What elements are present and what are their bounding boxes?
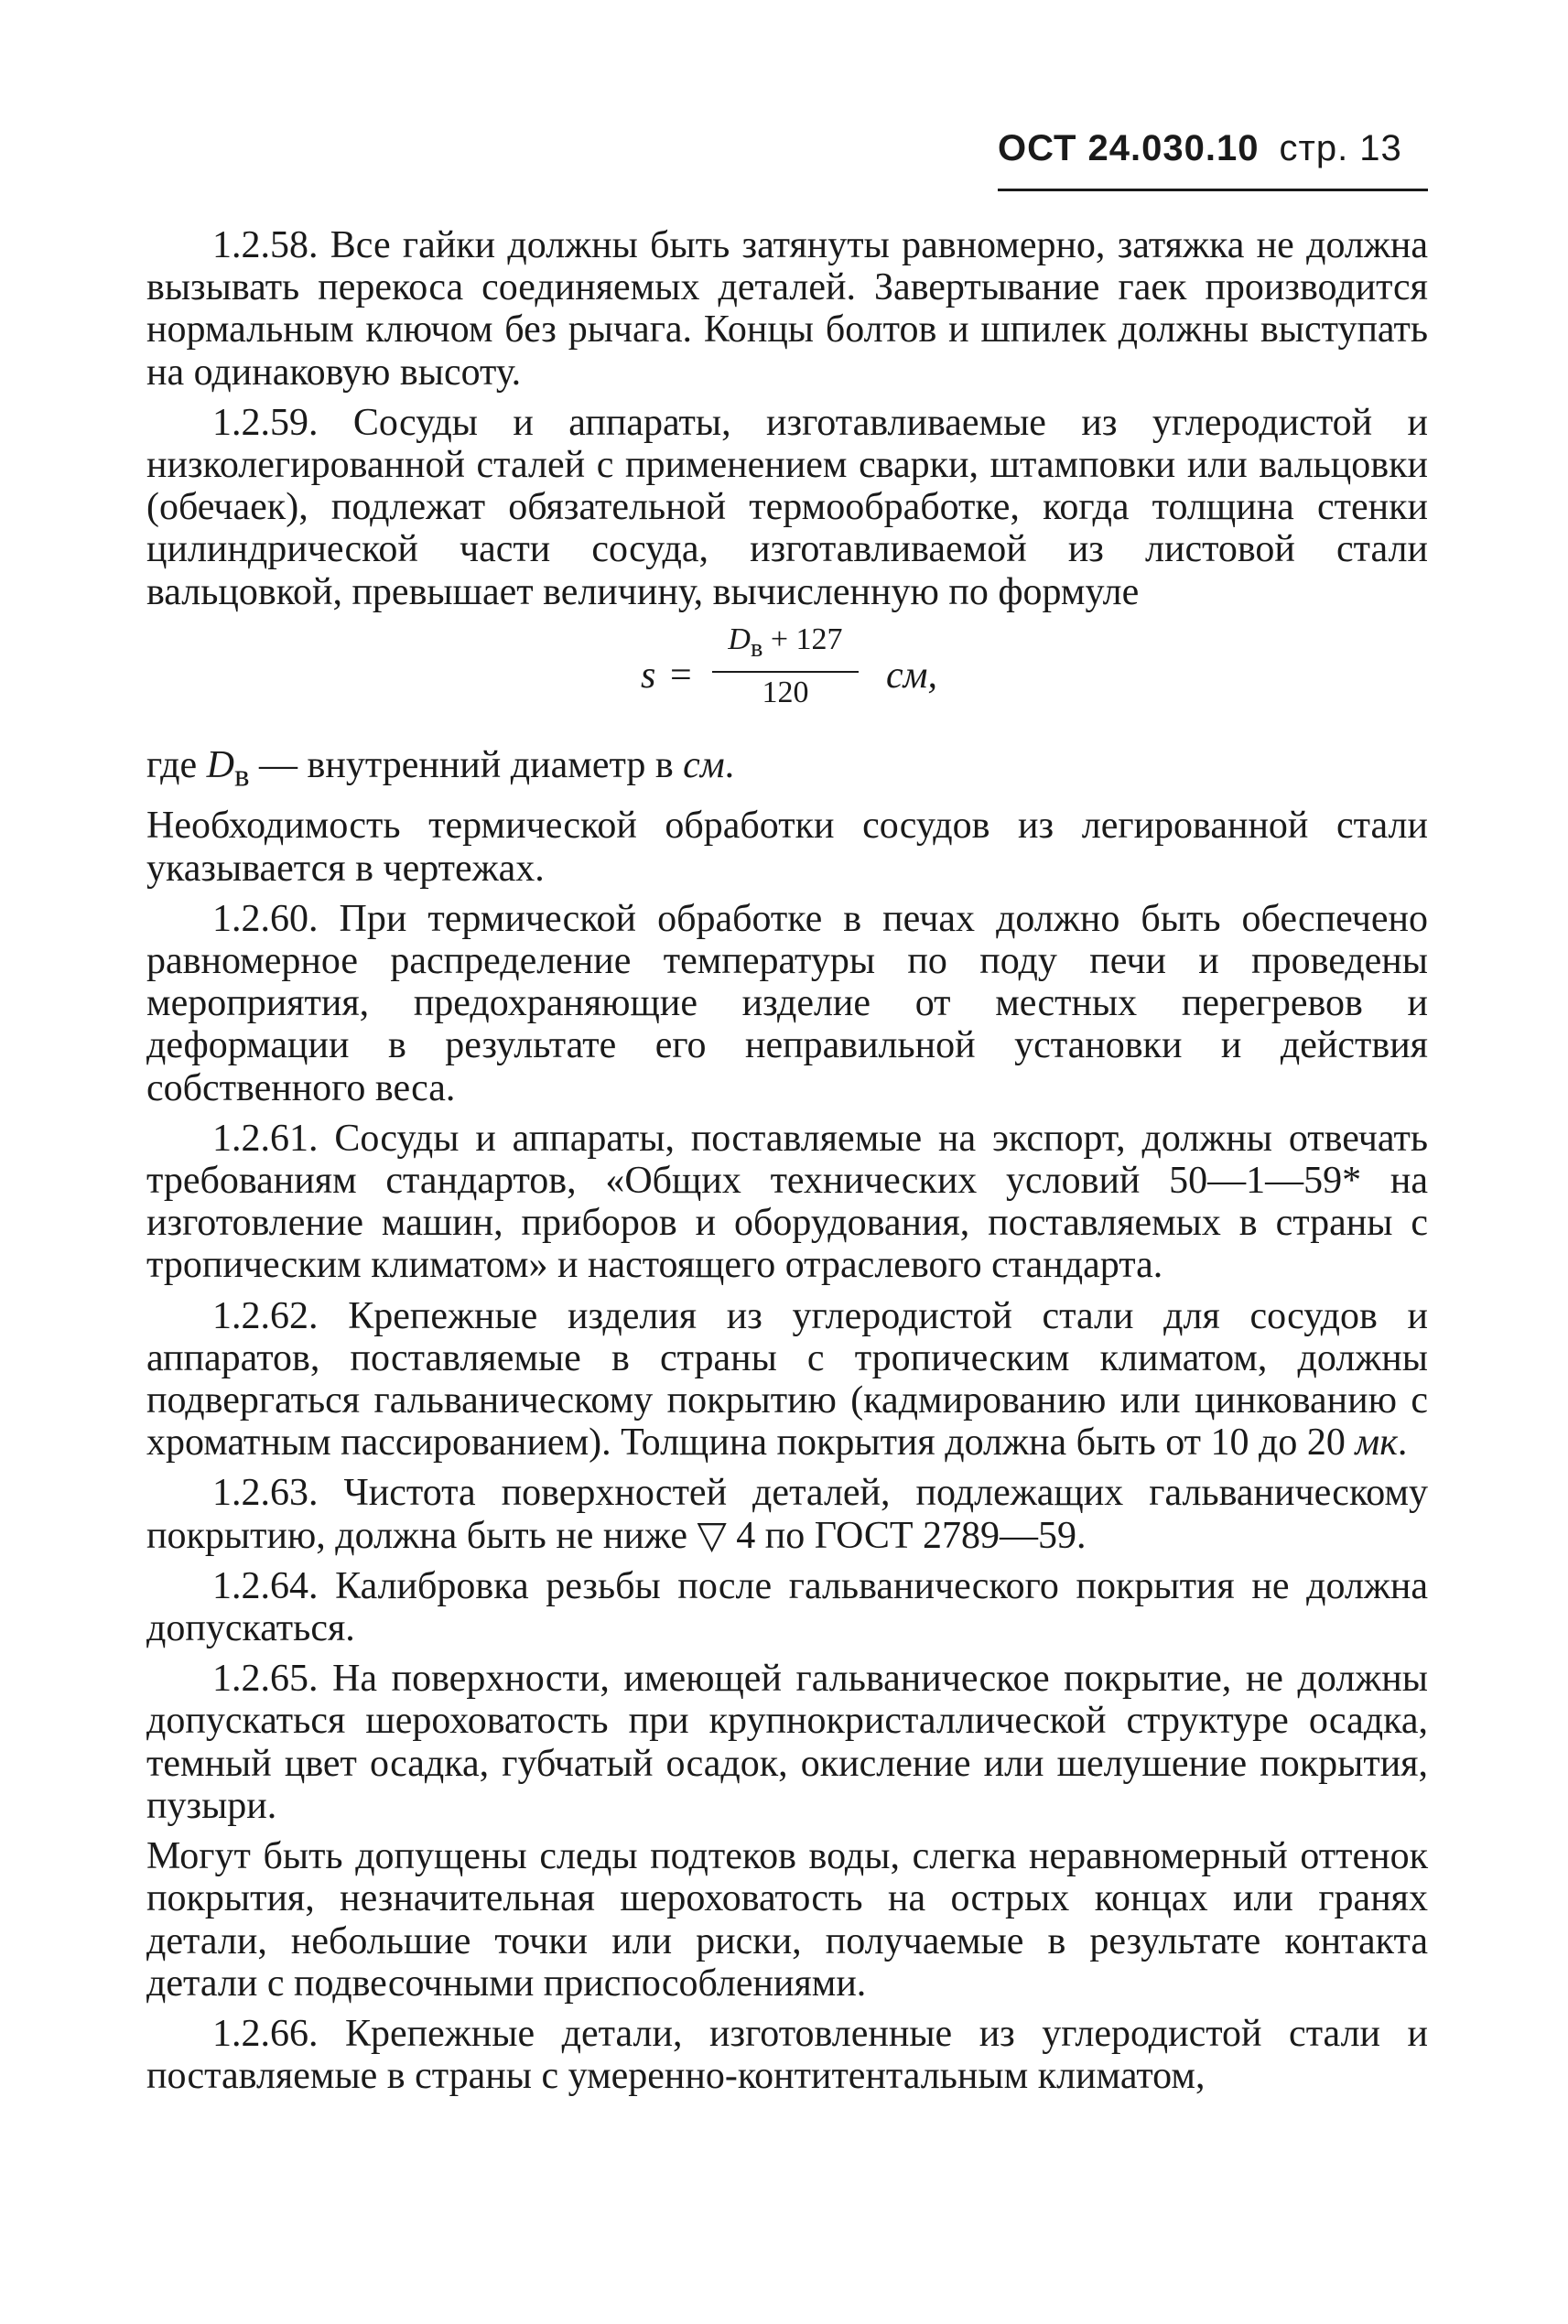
- paragraph-1-2-65: 1.2.65. На поверхности, имеющей гальваническое покрытие, не должны допускаться шероховатость при крупнокристаллической структуре осадка, темный цвет осадка, губчатый осадок, окисление или шелушение покрытия, пузыри.: [146, 1658, 1428, 1827]
- paragraph-1-2-60: 1.2.60. При термической обработке в печах должно быть обеспечено равномерное распределение температуры по поду печи и проведены мероприятия, предохраняющие изделие от местных перегревов и деформации в результате его неправильной установки и действия собственного веса.: [146, 897, 1428, 1109]
- formula-lhs: s: [641, 654, 656, 697]
- formula-equals: =: [670, 654, 692, 697]
- paragraph-allowed-defects: Могут быть допущены следы подтеков воды, слегка неравномерный оттенок покрытия, незначительная шероховатость на острых концах или гранях детали, небольшие точки или риски, получаемые в результате контакта детали с подвесочными приспособлениями.: [146, 1835, 1428, 2005]
- paragraph-1-2-61: 1.2.61. Сосуды и аппараты, поставляемые на экспорт, должны отвечать требованиям стандартов, «Общих технических условий 50—1—59* на изготовление машин, приборов и оборудования, поставляемых в страны с тропическим климатом» и настоящего отраслевого стандарта.: [146, 1117, 1428, 1287]
- paragraph-1-2-62-end: .: [1397, 1421, 1408, 1465]
- paragraph-1-2-64: 1.2.64. Калибровка резьбы после гальванического покрытия не должна допускаться.: [146, 1564, 1428, 1650]
- paragraph-1-2-58: 1.2.58. Все гайки должны быть затянуты равномерно, затяжка не должна вызывать перекоса соединяемых деталей. Завертывание гаек производится нормальным ключом без рычага. Концы болтов и шпилек должны выступать на одинаковую высоту.: [146, 224, 1428, 394]
- paragraph-1-2-62-text: 1.2.62. Крепежные изделия из углеродистой стали для сосудов и аппаратов, поставляемые в страны с тропическим климатом, должны подвергаться гальваническому покрытию (кадмированию или цинкованию с хроматным пассированием). Толщина покрытия должна быть от 10 до 20: [146, 1294, 1428, 1465]
- paragraph-alloy-note: Необходимость термической обработки сосудов из легированной стали указывается в чертежах.: [146, 805, 1428, 890]
- formula-num-symbol: D: [728, 622, 751, 656]
- paragraph-1-2-59: 1.2.59. Сосуды и аппараты, изготавливаемые из углеродистой и низколегированной сталей с применением сварки, штамповки или вальцовки (обечаек), подлежат обязательной термообработке, когда толщина стенки цилиндрической части сосуда, изготавливаемой из листовой стали вальцовкой, превышает величину, вычисленную по формуле: [146, 401, 1428, 613]
- standard-number: ОСТ 24.030.10: [998, 128, 1260, 168]
- where-end: .: [724, 743, 735, 786]
- page-number: стр. 13: [1279, 128, 1402, 168]
- paragraph-1-2-63: 1.2.63. Чистота поверхностей деталей, подлежащих гальваническому покрытию, должна быть не ниже ▽ 4 по ГОСТ 2789—59.: [146, 1472, 1428, 1557]
- document-body: [146, 224, 1428, 2105]
- where-mid: — внутренний диаметр в: [249, 743, 684, 786]
- paragraph-1-2-62-unit: мк: [1355, 1421, 1398, 1465]
- thickness-formula: [146, 622, 1428, 730]
- where-symbol: D: [206, 743, 234, 786]
- where-subscript: в: [234, 757, 250, 794]
- formula-unit: см,: [886, 654, 937, 697]
- formula-num-subscript: в: [750, 633, 763, 663]
- page-header: [998, 128, 1428, 191]
- formula-fraction: [712, 622, 859, 711]
- where-prefix: где: [146, 743, 207, 786]
- paragraph-1-2-66: 1.2.66. Крепежные детали, изготовленные из углеродистой стали и поставляемые в страны с умеренно-контитентальным климатом,: [146, 2012, 1428, 2098]
- formula-numerator: [712, 622, 859, 673]
- formula-denominator: 120: [762, 675, 809, 709]
- paragraph-1-2-62: [146, 1295, 1428, 1465]
- where-unit: см: [683, 743, 725, 786]
- formula-num-rest: + 127: [762, 622, 843, 656]
- formula-explanation: [146, 744, 1428, 797]
